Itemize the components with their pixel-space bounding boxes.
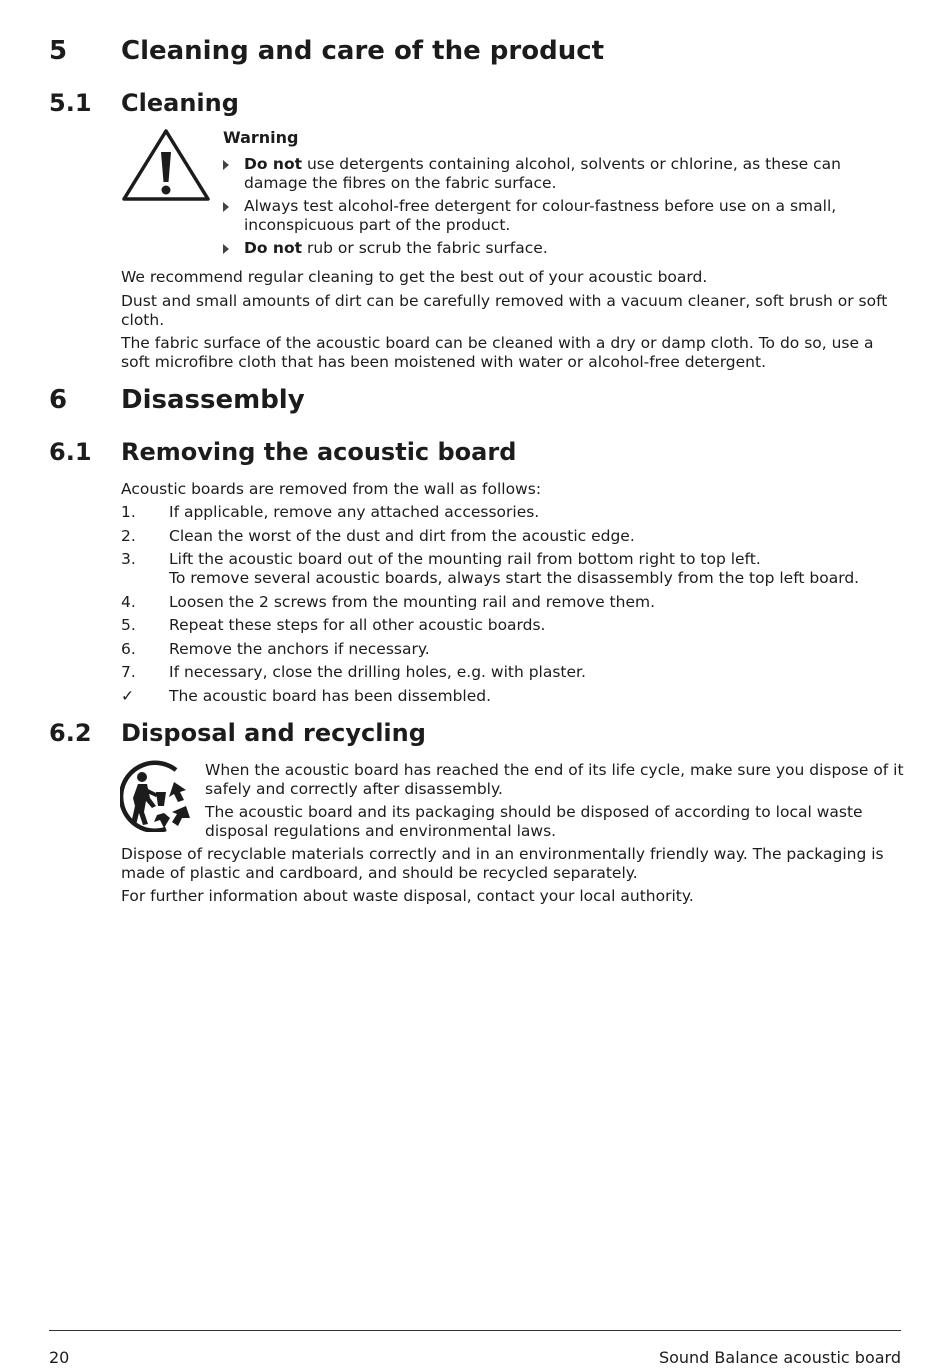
warning-title: Warning bbox=[223, 128, 299, 147]
paragraph: When the acoustic board has reached the end of its life cycle, make sure you dispose of it safely and correctly after disassembly. bbox=[205, 761, 904, 798]
bullet-arrow-icon bbox=[223, 160, 229, 170]
document-page: 5 Cleaning and care of the product 5.1 Cleaning Warning Do not use detergents containing alcohol, solvents or chlorine, as these can damage the fibres on the fabric surface. Always test alcohol-free detergent for colour-fastness before use on a small, inconspicuous part of the product. Do not rub or scrub the fabric surface. We recommend regular cleaning to get the best out of your acoustic board. Dust and small amounts of dirt can be carefully removed with a vacuum cleaner, soft brush or soft cloth. The fabric surface of the acoustic board can be cleaned with a dry or damp cloth. To do so, use a soft microfibre cloth that has been moistened with water or alcohol-free detergent. 6 Disassembly 6.1 Removing the acoustic board Acoustic boards are removed from the wall as follows: 1. If applicable, remove any attached accessories. 2. Clean the worst of the dust and dirt from the acoustic edge. 3. Lift the acoustic board out of the mounting rail from bottom right to top left. To remove several acoustic boards, always start the disassembly from the top left board. 4. Loosen the 2 screws from the mounting rail and remove them. 5. Repeat these steps for all other acoustic boards. 6. Remove the anchors if necessary. 7. If necessary, close the drilling holes, e.g. with plaster. ✓ The acoustic board has been dissembled. 6.2 Disposal and recycling When the acoustic board has reached the end of its life cycle, make sure you dispose of it safely and correctly after disassembly. The acoustic board and its packaging should be disposed of according to local waste disposal regulations and environmental laws. Dispose of recyclable materials correctly and in an environmentally friendly way. The packaging is made of plastic and cardboard, and should be recycled separately. For further information about waste disposal, contact your local authority. 20 Sound Balance acoustic board bbox=[0, 0, 950, 1369]
checkmark-icon: ✓ bbox=[121, 687, 134, 705]
paragraph: For further information about waste disposal, contact your local authority. bbox=[121, 887, 694, 905]
footer-divider bbox=[49, 1330, 901, 1331]
triman-recycling-icon bbox=[120, 760, 196, 832]
paragraph: The fabric surface of the acoustic board can be cleaned with a dry or damp cloth. To do so, use a soft microfibre cloth that has been moistened with water or alcohol-free detergent. bbox=[121, 334, 874, 371]
procedure-intro: Acoustic boards are removed from the wall as follows: bbox=[121, 480, 542, 498]
paragraph: The acoustic board and its packaging should be disposed of according to local waste disposal regulations and environmental laws. bbox=[205, 803, 863, 840]
paragraph: Dispose of recyclable materials correctly and in an environmentally friendly way. The packaging is made of plastic and cardboard, and should be recycled separately. bbox=[121, 845, 884, 882]
footer-product-name: Sound Balance acoustic board bbox=[658, 1348, 901, 1367]
paragraph: Dust and small amounts of dirt can be carefully removed with a vacuum cleaner, soft brush or soft cloth. bbox=[121, 292, 888, 329]
bullet-arrow-icon bbox=[223, 202, 229, 212]
paragraph: We recommend regular cleaning to get the best out of your acoustic board. bbox=[121, 268, 708, 286]
page-number: 20 bbox=[49, 1348, 70, 1367]
bullet-arrow-icon bbox=[223, 244, 229, 254]
warning-triangle-icon bbox=[121, 128, 211, 202]
